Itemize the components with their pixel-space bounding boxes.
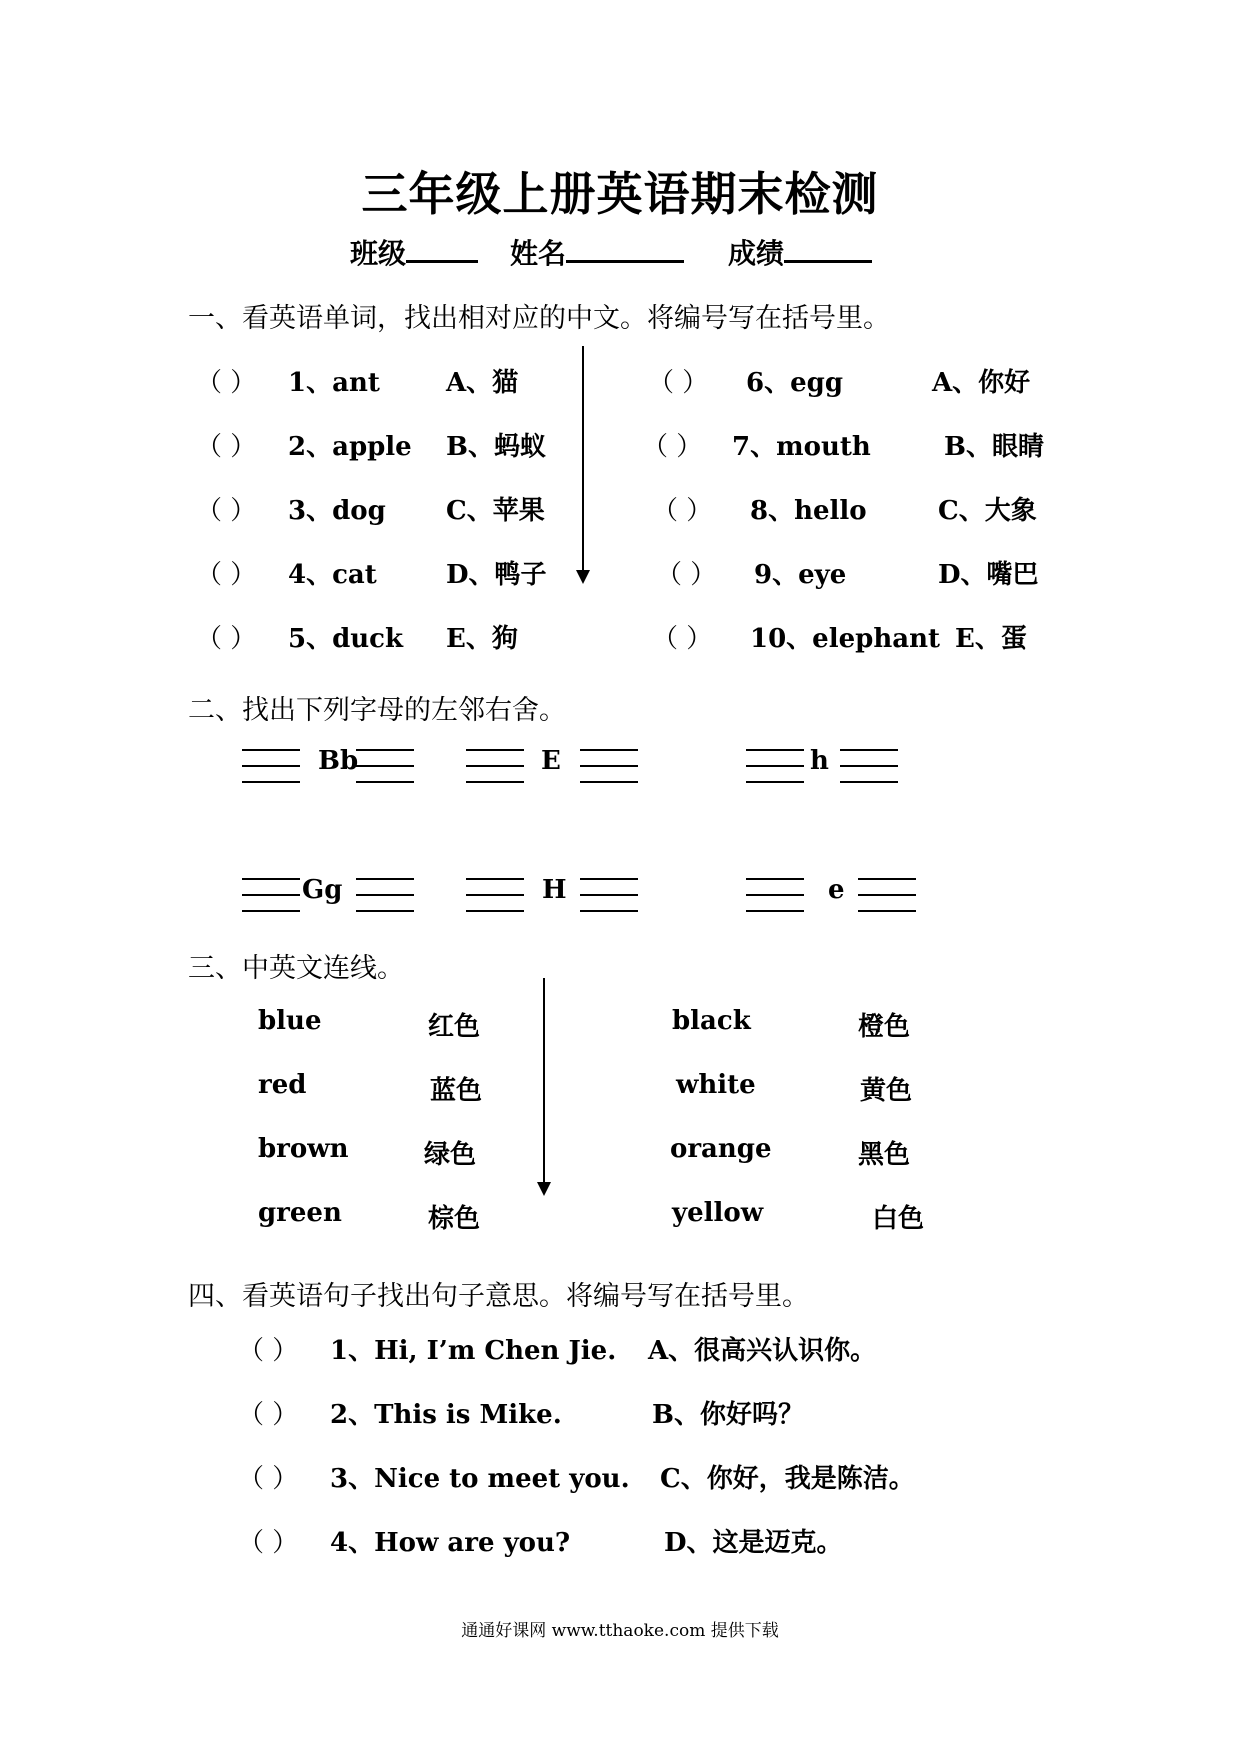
class-field[interactable] <box>350 232 478 272</box>
chinese-option: A、猫 <box>446 368 519 398</box>
vocab-word: 6、egg <box>746 368 843 398</box>
blank-line[interactable] <box>466 878 524 880</box>
blank-line[interactable] <box>858 878 916 880</box>
answer-paren[interactable]: （ ） <box>656 560 717 590</box>
answer-paren[interactable]: （ ） <box>196 368 257 398</box>
chinese-color-word: 白色 <box>872 1204 925 1234</box>
chinese-option: B、蚂蚁 <box>446 432 546 462</box>
blank-line[interactable] <box>580 749 638 751</box>
vocab-word: 8、hello <box>750 496 867 526</box>
target-letter: E <box>541 746 561 776</box>
name-label: 姓名 <box>510 237 567 270</box>
blank-line[interactable] <box>858 894 916 896</box>
chinese-color-word: 黄色 <box>860 1076 913 1106</box>
english-color-word: orange <box>670 1134 772 1164</box>
blank-line[interactable] <box>242 894 300 896</box>
chinese-color-word: 绿色 <box>424 1140 477 1170</box>
target-letter: Bb <box>318 746 359 776</box>
blank-line[interactable] <box>746 749 804 751</box>
target-letter: h <box>810 746 829 776</box>
section-3-divider-line <box>543 978 545 1182</box>
blank-line[interactable] <box>580 765 638 767</box>
blank-line[interactable] <box>242 765 300 767</box>
chinese-meaning: C、你好，我是陈洁。 <box>660 1464 915 1494</box>
chinese-color-word: 黑色 <box>858 1140 911 1170</box>
blank-line[interactable] <box>580 910 638 912</box>
chinese-option: D、鸭子 <box>446 560 547 590</box>
name-field[interactable] <box>510 232 684 272</box>
section-3-arrow-icon <box>537 1182 551 1196</box>
blank-line[interactable] <box>466 749 524 751</box>
blank-line[interactable] <box>242 910 300 912</box>
chinese-option: A、你好 <box>932 368 1031 398</box>
chinese-meaning: B、你好吗？ <box>652 1400 804 1430</box>
chinese-option: D、嘴巴 <box>938 560 1039 590</box>
english-color-word: yellow <box>672 1198 764 1228</box>
blank-line[interactable] <box>356 765 414 767</box>
chinese-meaning: D、这是迈克。 <box>664 1528 843 1558</box>
blank-line[interactable] <box>746 765 804 767</box>
chinese-option: C、大象 <box>938 496 1037 526</box>
english-sentence: 1、Hi, I’m Chen Jie. <box>330 1336 617 1366</box>
blank-line[interactable] <box>356 910 414 912</box>
chinese-color-word: 蓝色 <box>430 1076 483 1106</box>
answer-paren[interactable]: （ ） <box>196 496 257 526</box>
blank-line[interactable] <box>580 894 638 896</box>
chinese-color-word: 橙色 <box>858 1012 911 1042</box>
target-letter: e <box>828 875 845 905</box>
vocab-word: 4、cat <box>288 560 377 590</box>
blank-line[interactable] <box>840 781 898 783</box>
answer-paren[interactable]: （ ） <box>652 624 713 654</box>
section-3-heading: 三、中英文连线。 <box>188 953 404 984</box>
vocab-word: 1、ant <box>288 368 380 398</box>
blank-line[interactable] <box>466 910 524 912</box>
section-4-heading: 四、看英语句子找出句子意思。将编号写在括号里。 <box>188 1281 809 1312</box>
blank-line[interactable] <box>746 781 804 783</box>
english-color-word: red <box>258 1070 307 1100</box>
section-1-arrow-icon <box>576 570 590 584</box>
vocab-word: 5、duck <box>288 624 404 654</box>
answer-paren[interactable]: （ ） <box>642 432 703 462</box>
chinese-color-word: 红色 <box>428 1012 481 1042</box>
blank-line[interactable] <box>356 749 414 751</box>
answer-paren[interactable]: （ ） <box>196 624 257 654</box>
target-letter: H <box>542 875 567 905</box>
blank-line[interactable] <box>746 910 804 912</box>
blank-line[interactable] <box>840 765 898 767</box>
blank-line[interactable] <box>746 878 804 880</box>
blank-line[interactable] <box>356 894 414 896</box>
chinese-option: E、蛋 <box>955 624 1027 654</box>
section-2-heading: 二、找出下列字母的左邻右舍。 <box>188 695 566 726</box>
blank-line[interactable] <box>242 878 300 880</box>
blank-line[interactable] <box>466 894 524 896</box>
english-color-word: blue <box>258 1006 322 1036</box>
answer-paren[interactable]: （ ） <box>238 1528 299 1558</box>
english-color-word: green <box>258 1198 342 1228</box>
blank-line[interactable] <box>840 749 898 751</box>
answer-paren[interactable]: （ ） <box>238 1336 299 1366</box>
class-label: 班级 <box>350 237 407 270</box>
english-sentence: 2、This is Mike. <box>330 1400 562 1430</box>
english-color-word: white <box>676 1070 756 1100</box>
vocab-word: 9、eye <box>754 560 847 590</box>
footer-credit: 通通好课网 www.tthaoke.com 提供下载 <box>461 1621 779 1641</box>
blank-line[interactable] <box>356 878 414 880</box>
blank-line[interactable] <box>580 878 638 880</box>
vocab-word: 2、apple <box>288 432 412 462</box>
score-label: 成绩 <box>728 237 785 270</box>
answer-paren[interactable]: （ ） <box>648 368 709 398</box>
chinese-meaning: A、很高兴认识你。 <box>648 1336 877 1366</box>
vocab-word: 7、mouth <box>732 432 871 462</box>
chinese-option: E、狗 <box>446 624 518 654</box>
section-1-heading: 一、看英语单词，找出相对应的中文。将编号写在括号里。 <box>188 303 890 334</box>
blank-line[interactable] <box>466 765 524 767</box>
blank-line[interactable] <box>356 781 414 783</box>
answer-paren[interactable]: （ ） <box>196 432 257 462</box>
chinese-option: B、眼睛 <box>944 432 1044 462</box>
blank-line[interactable] <box>466 781 524 783</box>
english-sentence: 3、Nice to meet you. <box>330 1464 630 1494</box>
english-color-word: black <box>672 1006 751 1036</box>
answer-paren[interactable]: （ ） <box>652 496 713 526</box>
english-color-word: brown <box>258 1134 349 1164</box>
page-title: 三年级上册英语期末检测 <box>361 167 879 221</box>
answer-paren[interactable]: （ ） <box>238 1464 299 1494</box>
chinese-option: C、苹果 <box>446 496 545 526</box>
blank-line[interactable] <box>746 894 804 896</box>
chinese-color-word: 棕色 <box>428 1204 481 1234</box>
score-field[interactable] <box>728 232 872 272</box>
english-sentence: 4、How are you? <box>330 1528 571 1558</box>
answer-paren[interactable]: （ ） <box>196 560 257 590</box>
vocab-word: 10、elephant <box>750 624 940 654</box>
blank-line[interactable] <box>242 749 300 751</box>
answer-paren[interactable]: （ ） <box>238 1400 299 1430</box>
section-1-divider-line <box>582 346 584 570</box>
blank-line[interactable] <box>858 910 916 912</box>
blank-line[interactable] <box>242 781 300 783</box>
target-letter: Gg <box>302 875 343 905</box>
vocab-word: 3、dog <box>288 496 386 526</box>
blank-line[interactable] <box>580 781 638 783</box>
